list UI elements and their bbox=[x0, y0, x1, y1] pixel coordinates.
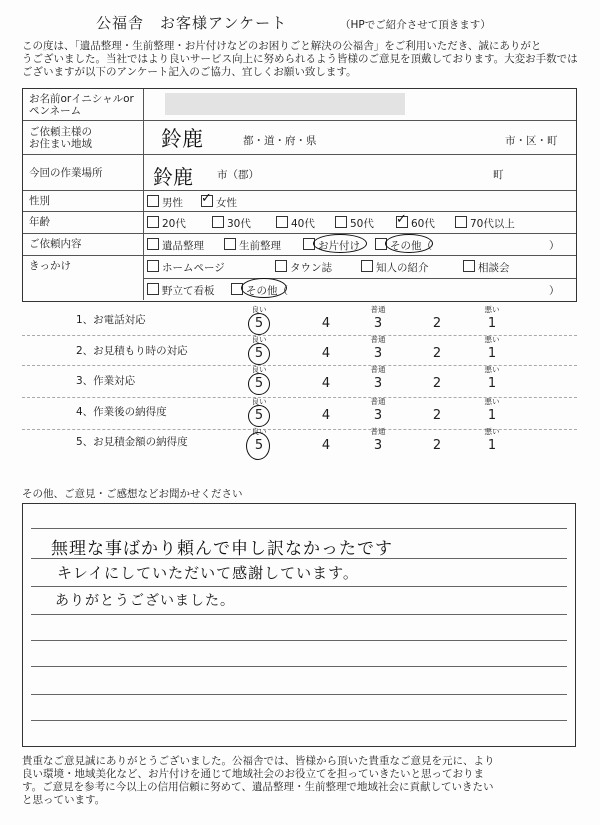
worksite-label: 今回の作業場所 bbox=[29, 167, 103, 179]
selected-rating-circle bbox=[248, 343, 270, 365]
checkbox[interactable] bbox=[275, 260, 287, 272]
rating-1[interactable]: 1 bbox=[487, 408, 497, 423]
worksite-row bbox=[23, 155, 576, 191]
trigger-label: きっかけ bbox=[29, 260, 71, 272]
checkbox[interactable] bbox=[147, 260, 159, 272]
question-3: 3、作業対応 bbox=[76, 375, 136, 387]
age-option-30s[interactable]: 30代 bbox=[212, 216, 251, 231]
rating-5[interactable]: 5 bbox=[254, 346, 264, 361]
comments-label: その他、ご意見・ご感想などお聞かせください bbox=[22, 488, 243, 500]
title-note: （HPでご紹介させて頂きます） bbox=[340, 19, 491, 31]
checkbox[interactable] bbox=[147, 195, 159, 207]
worksite-town-suffix: 町 bbox=[493, 169, 504, 181]
rating-5[interactable]: 5 bbox=[254, 438, 264, 453]
trigger-option-signboard[interactable]: 野立て看板 bbox=[147, 283, 215, 298]
request-label: ご依頼内容 bbox=[29, 238, 82, 250]
footer-text bbox=[22, 755, 582, 807]
hand-drawn-circle bbox=[313, 234, 367, 253]
rating-section: 1、お電話対応 良い 普通 悪い 5 4 3 2 1 2、お見積もり時の対応 良い 普通 悪い 5 4 3 2 1 3、作業対応 良い 普通 悪い 5 4 3 2 1 4、作業後の納得度 良い 普通 悪い 5 4 3 2 1 5、お見積金額の納得度 良い 普通 悪い 5 4 3 2 1 bbox=[22, 302, 577, 464]
age-label: 年齢 bbox=[29, 216, 50, 228]
rating-1[interactable]: 1 bbox=[487, 316, 497, 331]
rating-2[interactable]: 2 bbox=[432, 346, 442, 361]
hand-drawn-circle bbox=[385, 234, 433, 253]
rating-2[interactable]: 2 bbox=[432, 408, 442, 423]
check-mark-icon: ✓ bbox=[201, 191, 212, 206]
name-redacted bbox=[165, 93, 405, 115]
rating-5[interactable]: 5 bbox=[254, 408, 264, 423]
checkbox[interactable] bbox=[361, 260, 373, 272]
intro-line: うございました。当社ではより良いサービス向上に努められるよう皆様のご意見を頂戴しております。大変お手数では bbox=[22, 53, 578, 65]
checkbox[interactable] bbox=[455, 216, 467, 228]
rating-1[interactable]: 1 bbox=[487, 438, 497, 453]
rating-4[interactable]: 4 bbox=[321, 408, 331, 423]
rating-3[interactable]: 3 bbox=[373, 376, 383, 391]
rating-4[interactable]: 4 bbox=[321, 316, 331, 331]
request-option-other[interactable]: その他（ bbox=[375, 238, 432, 253]
trigger-option-consultation[interactable]: 相談会 bbox=[463, 260, 510, 275]
checkbox[interactable] bbox=[224, 238, 236, 250]
checkbox-checked[interactable] bbox=[396, 212, 408, 228]
hand-drawn-circle bbox=[241, 278, 287, 298]
footer-line: 良い環境・地域美化など、お片付けを通じて地域社会のお役立てを担っていきたいと思っておりま bbox=[22, 768, 484, 780]
survey-form-table bbox=[22, 88, 577, 302]
rating-5[interactable]: 5 bbox=[254, 316, 264, 331]
rating-3[interactable]: 3 bbox=[373, 408, 383, 423]
age-row bbox=[23, 212, 576, 234]
age-option-50s[interactable]: 50代 bbox=[335, 216, 374, 231]
comment-line-3: ありがとうございました。 bbox=[55, 593, 235, 609]
selected-rating-circle bbox=[246, 432, 270, 460]
request-option-estate[interactable]: 遺品整理 bbox=[147, 238, 204, 253]
gender-label: 性別 bbox=[29, 195, 50, 207]
rating-4[interactable]: 4 bbox=[321, 346, 331, 361]
rating-2[interactable]: 2 bbox=[432, 376, 442, 391]
comment-line-1: 無理な事ばかり頼んで申し訳なかったです bbox=[51, 539, 393, 559]
question-5: 5、お見積金額の納得度 bbox=[76, 436, 188, 448]
gender-option-female[interactable]: ✓ 女性 bbox=[201, 191, 237, 209]
rating-3[interactable]: 3 bbox=[373, 438, 383, 453]
footer-line: 貴重なご意見誠にありがとうございました。公福舎では、皆様から頂いた貴重なご意見を元に、より bbox=[22, 755, 495, 767]
trigger-option-referral[interactable]: 知人の紹介 bbox=[361, 260, 429, 275]
rating-3[interactable]: 3 bbox=[373, 316, 383, 331]
rating-1[interactable]: 1 bbox=[487, 376, 497, 391]
footer-line: す。ご意見を参考に今以上の信用信頼に努めて、遺品整理・生前整理で地域社会に貢献していきたい bbox=[22, 781, 494, 793]
request-option-pre-life[interactable]: 生前整理 bbox=[224, 238, 281, 253]
trigger-option-homepage[interactable]: ホームページ bbox=[147, 260, 225, 275]
request-option-tidying[interactable]: お片付け bbox=[303, 238, 360, 253]
worksite-city-suffix: 市（郡） bbox=[217, 169, 259, 181]
trigger-row bbox=[23, 256, 576, 300]
rating-2[interactable]: 2 bbox=[432, 438, 442, 453]
city-suffix: 市・区・町 bbox=[505, 135, 558, 147]
page-title: 公福舎 お客様アンケート bbox=[96, 14, 288, 32]
age-option-20s[interactable]: 20代 bbox=[147, 216, 186, 231]
rating-4[interactable]: 4 bbox=[321, 438, 331, 453]
comments-box[interactable] bbox=[22, 503, 576, 747]
checkbox[interactable] bbox=[147, 216, 159, 228]
name-row bbox=[23, 89, 576, 121]
age-option-70s-plus[interactable]: 70代以上 bbox=[455, 216, 515, 231]
question-1: 1、お電話対応 bbox=[76, 314, 146, 326]
address-label: ご依頼主様の お住まい地域 bbox=[29, 126, 92, 150]
name-label: お名前orイニシャルorペンネーム bbox=[29, 93, 134, 117]
footer-line: と思っています。 bbox=[22, 794, 106, 806]
rating-4[interactable]: 4 bbox=[321, 376, 331, 391]
checkbox-checked[interactable] bbox=[201, 191, 213, 207]
trigger-option-town-magazine[interactable]: タウン誌 bbox=[275, 260, 332, 275]
worksite-value[interactable]: 鈴鹿 bbox=[153, 165, 193, 189]
question-4: 4、作業後の納得度 bbox=[76, 406, 167, 418]
rating-1[interactable]: 1 bbox=[487, 346, 497, 361]
checkbox[interactable] bbox=[335, 216, 347, 228]
selected-rating-circle bbox=[248, 313, 270, 335]
checkbox[interactable] bbox=[276, 216, 288, 228]
checkbox[interactable] bbox=[463, 260, 475, 272]
intro-line: ございますが以下のアンケート記入のご協力、宜しくお願い致します。 bbox=[22, 66, 357, 78]
trigger-other-close: ） bbox=[549, 285, 560, 297]
rating-3[interactable]: 3 bbox=[373, 346, 383, 361]
address-value[interactable]: 鈴鹿 bbox=[161, 127, 203, 151]
checkbox[interactable] bbox=[147, 283, 159, 295]
comment-line-2: キレイにしていただいて感謝しています。 bbox=[57, 564, 359, 582]
selected-rating-circle bbox=[248, 405, 270, 427]
gender-row bbox=[23, 191, 576, 212]
age-option-40s[interactable]: 40代 bbox=[276, 216, 315, 231]
checkbox[interactable] bbox=[212, 216, 224, 228]
pref-suffix: 都・道・府・県 bbox=[243, 135, 317, 147]
selected-rating-circle bbox=[248, 373, 270, 395]
question-2: 2、お見積もり時の対応 bbox=[76, 345, 188, 357]
age-option-60s[interactable]: ✓ 60代 bbox=[396, 212, 435, 230]
trigger-option-other[interactable]: その他（ bbox=[231, 283, 288, 298]
rating-5[interactable]: 5 bbox=[254, 376, 264, 391]
checkbox[interactable] bbox=[147, 238, 159, 250]
check-mark-icon: ✓ bbox=[396, 212, 407, 227]
request-row bbox=[23, 234, 576, 256]
intro-text bbox=[22, 40, 582, 79]
request-other-close: ） bbox=[549, 240, 560, 252]
intro-line: この度は、「遺品整理・生前整理・お片付けなどのお困りごと解決の公福舎」をご利用いただき、誠にありがと bbox=[22, 40, 542, 52]
gender-option-male[interactable]: 男性 bbox=[147, 195, 183, 210]
rating-2[interactable]: 2 bbox=[432, 316, 442, 331]
address-row bbox=[23, 121, 576, 155]
